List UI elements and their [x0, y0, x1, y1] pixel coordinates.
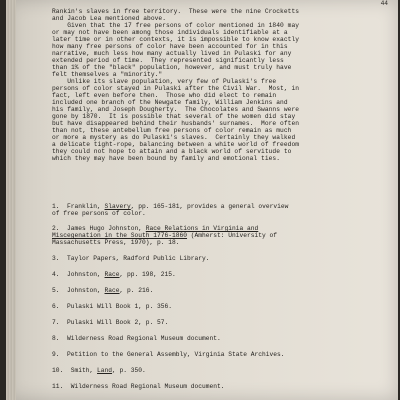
- body-line: they could not hope to attain and a black world of servitude to: [52, 148, 292, 155]
- note-text: (Amherst: University of: [187, 232, 278, 239]
- body-line: felt themselves a "minority.": [52, 71, 163, 78]
- note-text: Taylor Papers, Radford Public Library.: [67, 255, 210, 262]
- body-text: [52, 8, 392, 162]
- note-text: , pp. 165-181, provides a general overview: [130, 203, 289, 210]
- body-line: Given that the 17 free persons of color mentioned in 1840 may: [52, 22, 300, 29]
- endnote-line: [52, 367, 397, 374]
- endnote-line: [52, 239, 397, 246]
- note-text: 9.: [52, 351, 68, 358]
- note-text: , pp. 198, 215.: [119, 271, 176, 278]
- note-text: 4.: [52, 271, 68, 278]
- endnote: [52, 319, 397, 326]
- body-line: how many free persons of color have been accounted for in this: [52, 43, 288, 50]
- note-text: , p. 216.: [119, 287, 154, 294]
- underlined-title: Slavery: [104, 203, 131, 210]
- body-line: than 1% of the "black" population, however, and must truly have: [52, 64, 292, 71]
- body-line: persons of color stayed in Pulaski after the Civil War. Most, in: [52, 85, 300, 92]
- body-line: included one branch of the Newgate family, William Jenkins and: [52, 99, 288, 106]
- body-line: extended period of time. They represented significantly less: [52, 57, 284, 64]
- body-line: which they may have been bound by family and emotional ties.: [52, 155, 281, 162]
- page-number: 44: [380, 0, 388, 7]
- endnote: [52, 225, 397, 246]
- endnote-line: [52, 351, 397, 358]
- note-text: 11.: [52, 383, 71, 390]
- endnote-line: [52, 319, 397, 326]
- endnote-line: [52, 232, 397, 239]
- note-text: 6.: [52, 303, 68, 310]
- note-text: Massachusetts Press, 1970), p. 18.: [52, 239, 180, 246]
- note-text: Smith,: [70, 367, 98, 374]
- note-text: 5.: [52, 287, 68, 294]
- body-line: but have disappeared behind their husbands' surnames. More often: [52, 120, 300, 127]
- body-line: or may not have been among those individuals identifiable at a: [52, 29, 288, 36]
- underlined-title: Race: [104, 287, 120, 294]
- note-text: 8.: [52, 335, 68, 342]
- note-text: 1.: [52, 203, 68, 210]
- body-line: a delicate tight-rope, balancing between a white world of freedom: [52, 141, 300, 148]
- body-line: Rankin's slaves in free territory. These were the nine Crocketts: [52, 8, 300, 15]
- body-line: later time or in other contexts, it is impossible to know exactly: [52, 36, 300, 43]
- body-line: his family, and Joseph Dougherty. The Chocolates and Swanns were: [52, 106, 300, 113]
- endnote: [52, 335, 397, 342]
- note-text: Johnston,: [67, 271, 105, 278]
- note-text: Pulaski Will Book 1, p. 356.: [67, 303, 173, 310]
- endnote-line: [52, 225, 397, 232]
- endnote-line: [52, 255, 397, 262]
- note-text: Wilderness Road Regional Museum document.: [67, 335, 221, 342]
- note-text: of free persons of color.: [52, 210, 146, 217]
- page-stack-edge: [6, 0, 16, 400]
- endnote-line: [52, 335, 397, 342]
- body-line: and Jacob Lea mentioned above.: [52, 15, 167, 22]
- note-text: Johnston,: [67, 287, 105, 294]
- note-text: Franklin,: [67, 203, 105, 210]
- underlined-title: Land: [97, 367, 113, 374]
- underlined-title: Race: [104, 271, 120, 278]
- endnote: [52, 255, 397, 262]
- body-line: or more a mystery as do Pulaski's slaves. Certainly they walked: [52, 134, 296, 141]
- note-text: James Hugo Johnston,: [67, 225, 146, 232]
- note-text: 7.: [52, 319, 68, 326]
- endnote: [52, 203, 397, 217]
- body-line: gone by 1870. It is possible that several of the women did stay: [52, 113, 296, 120]
- document-page: [6, 0, 398, 400]
- endnote-line: [52, 287, 397, 294]
- endnote-line: [52, 303, 397, 310]
- endnote: [52, 303, 397, 310]
- body-line: than not, these antebellum free persons of color remain as much: [52, 127, 292, 134]
- note-text: 10.: [52, 367, 71, 374]
- body-line: Unlike its slave population, very few of Pulaski's free: [52, 78, 277, 85]
- endnote: [52, 271, 397, 278]
- note-text: 3.: [52, 255, 68, 262]
- endnote: [52, 287, 397, 294]
- endnote: [52, 351, 397, 358]
- note-text: Petition to the General Assembly, Virginia State Archives.: [67, 351, 285, 358]
- note-text: , p. 350.: [112, 367, 146, 374]
- endnote: [52, 367, 397, 374]
- endnote-line: [52, 203, 397, 210]
- note-text: 2.: [52, 225, 68, 232]
- note-text: Pulaski Will Book 2, p. 57.: [67, 319, 169, 326]
- endnotes: [52, 203, 397, 390]
- body-line: narrative, much less how many actually lived in Pulaski for any: [52, 50, 292, 57]
- underlined-title: Miscegenation in the South 1776-1860: [52, 232, 188, 239]
- endnote-line: [52, 383, 397, 390]
- underlined-title: Race Relations in Virginia and: [145, 225, 259, 232]
- endnote-line: [52, 271, 397, 278]
- body-line: fact, left even before then. Those who did elect to remain: [52, 92, 277, 99]
- note-text: Wilderness Road Regional Museum document.: [70, 383, 225, 390]
- endnote-line: [52, 210, 397, 217]
- endnote: [52, 383, 397, 390]
